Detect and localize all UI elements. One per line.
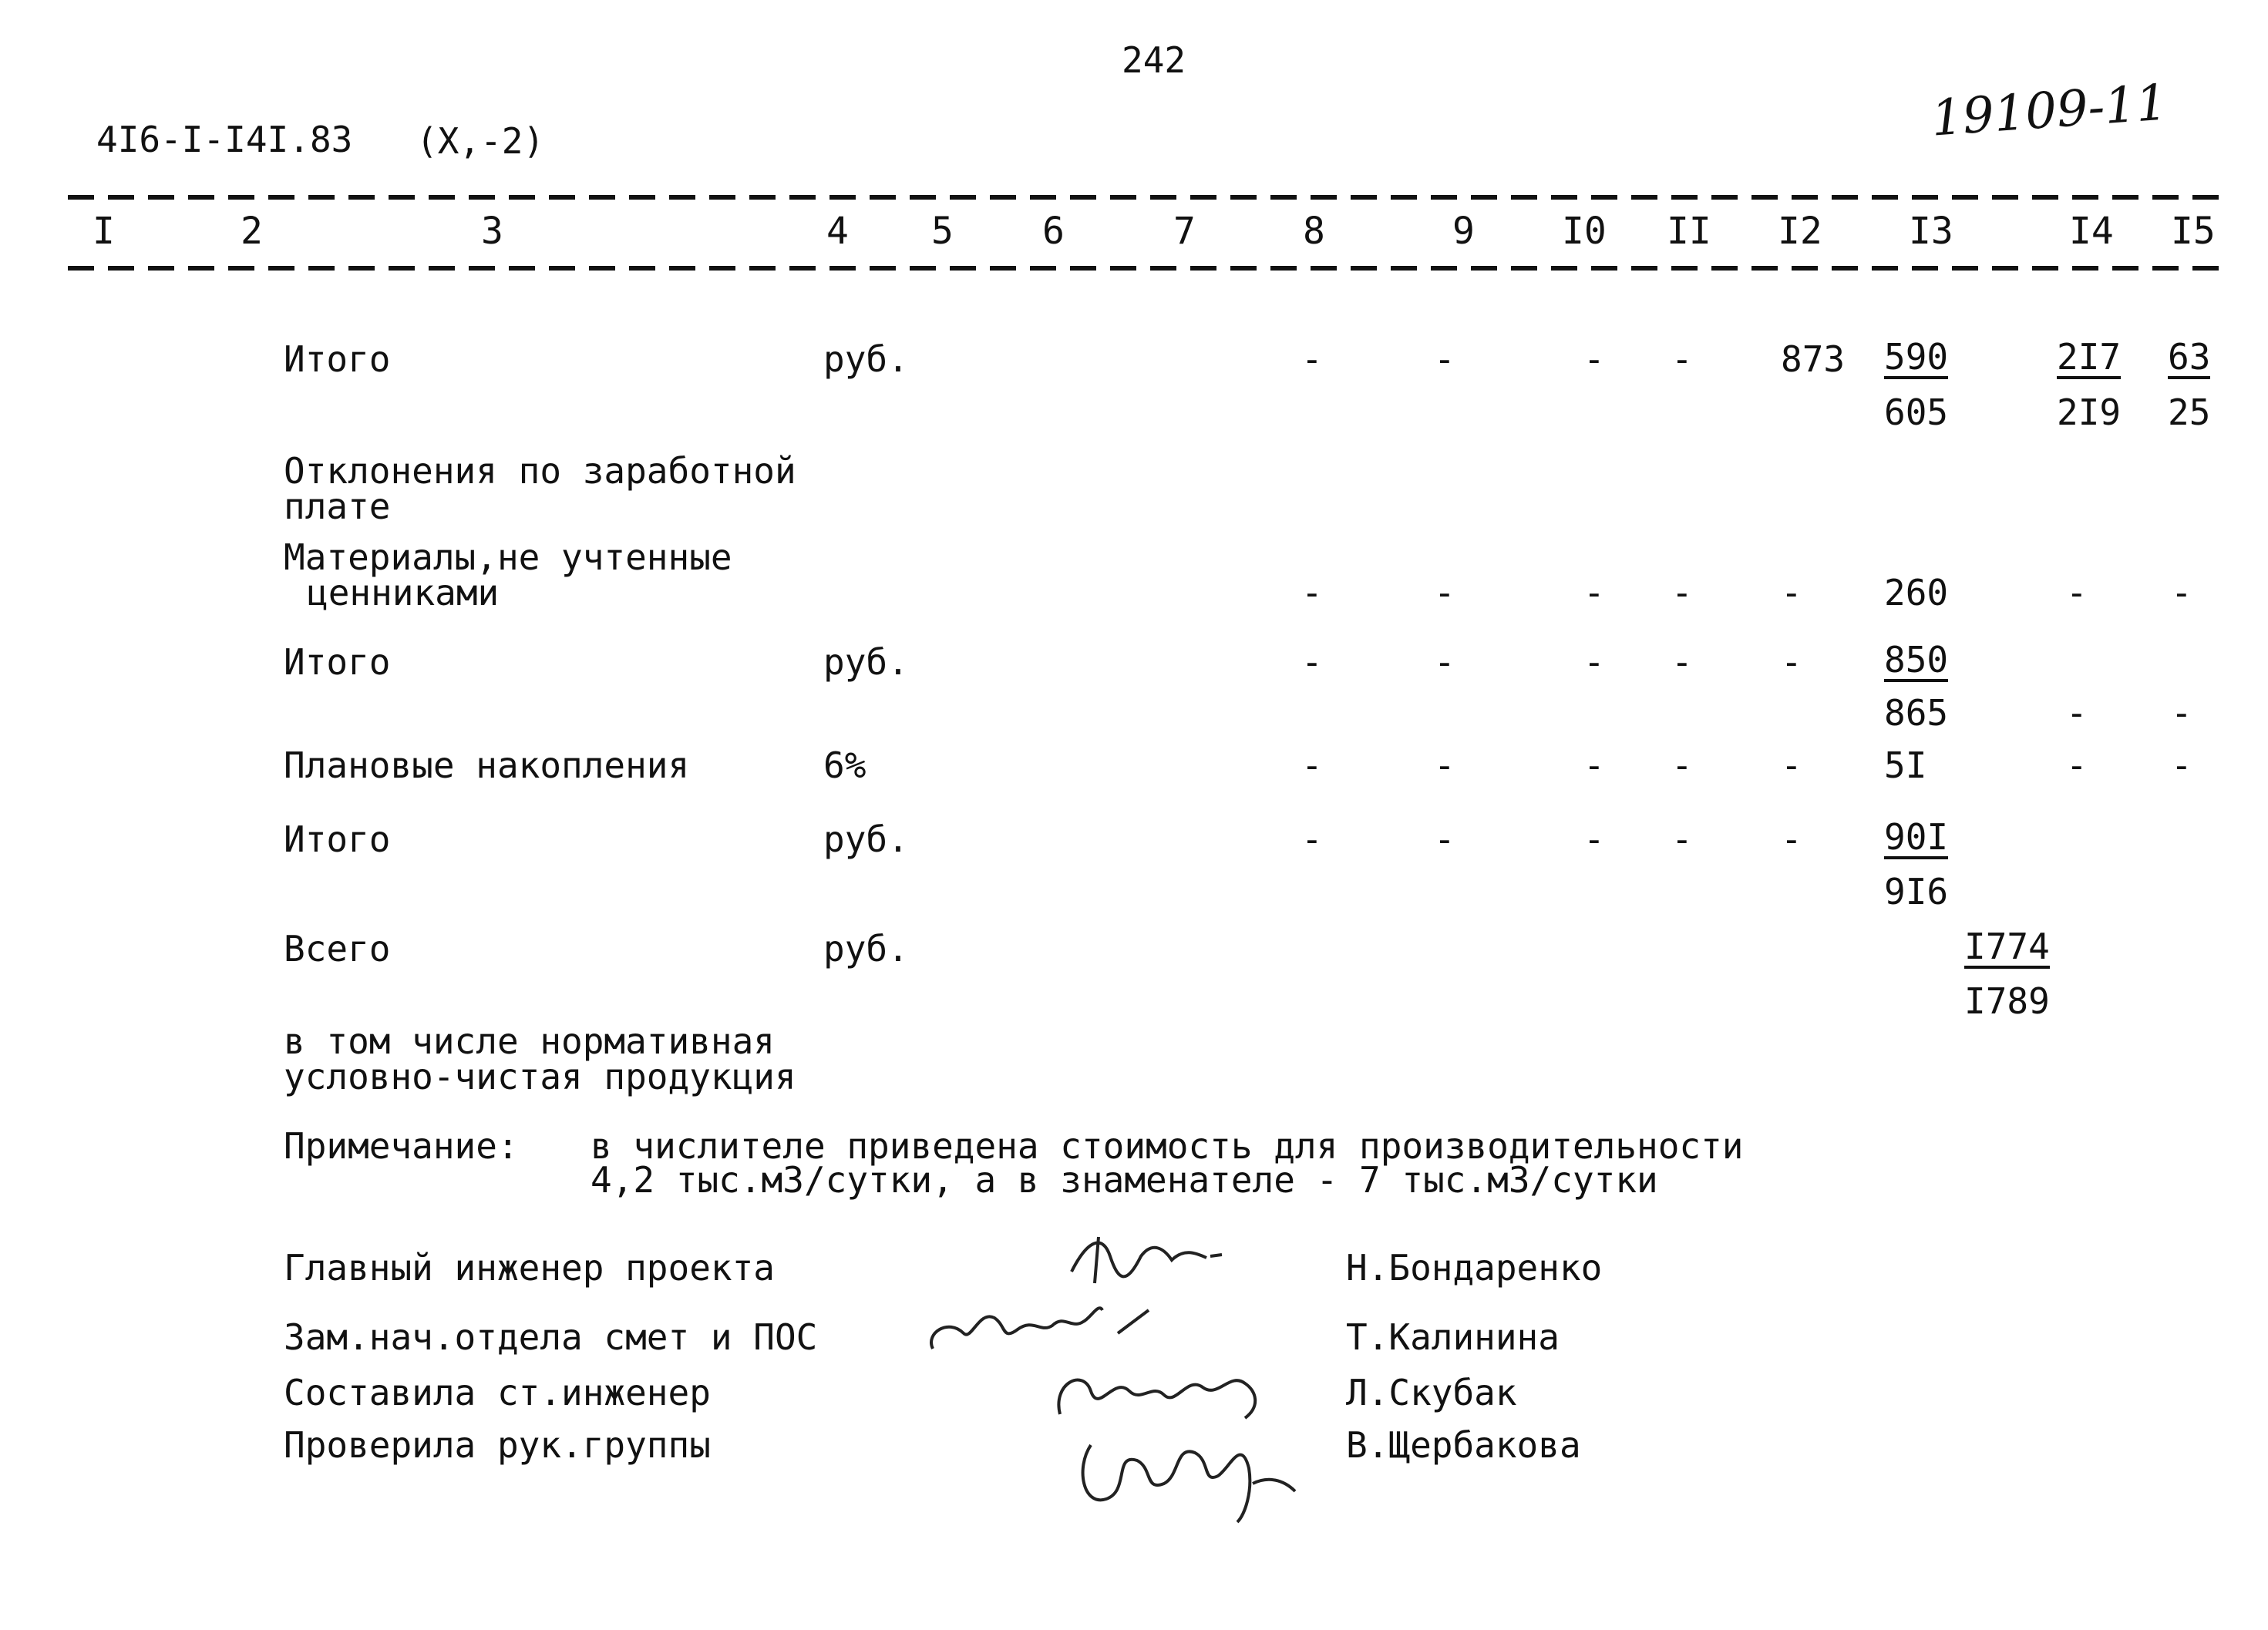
row-label: Отклонения по заработной — [284, 450, 796, 492]
column-number: I — [93, 210, 115, 253]
cell-col12: - — [1781, 641, 1802, 683]
cell-col10: - — [1583, 818, 1605, 860]
cell-col15-denominator: 25 — [2168, 392, 2211, 433]
signatory-role: Зам.нач.отдела смет и ПОС — [284, 1316, 818, 1358]
column-number: I0 — [1562, 210, 1607, 253]
column-number: 4 — [826, 210, 849, 253]
cell-col12: 873 — [1781, 338, 1846, 380]
unit: руб. — [823, 818, 909, 860]
cell-col12: - — [1781, 818, 1802, 860]
cell-col14: - — [2066, 692, 2088, 734]
cell-col13: 5I — [1884, 744, 1927, 786]
cell-col11: - — [1671, 572, 1693, 613]
column-number: I3 — [1909, 210, 1953, 253]
cell-col11: - — [1671, 744, 1693, 786]
row-label: Итого — [284, 641, 391, 683]
note-line-1: в числителе приведена стоимость для производительности — [591, 1125, 1744, 1167]
row-label: плате — [284, 486, 391, 527]
cell-col9: - — [1434, 338, 1455, 380]
column-number: I2 — [1778, 210, 1822, 253]
cell-col11: - — [1671, 818, 1693, 860]
unit: руб. — [823, 338, 909, 380]
cell-col9: - — [1434, 641, 1455, 683]
cell-col14-denominator: 2I9 — [2057, 392, 2122, 433]
cell-col11: - — [1671, 641, 1693, 683]
signatory-name: В.Щербакова — [1346, 1424, 1581, 1466]
unit: руб. — [823, 641, 909, 683]
cell-col8: - — [1301, 338, 1323, 380]
handwritten-signature — [1056, 1225, 1241, 1295]
signatory-role: Составила ст.инженер — [284, 1372, 711, 1413]
cell-col9: - — [1434, 744, 1455, 786]
cell-col8: - — [1301, 818, 1323, 860]
column-number: 5 — [931, 210, 954, 253]
row-label: ценниками — [307, 572, 500, 613]
row-label: Итого — [284, 338, 391, 380]
row-label: в том числе нормативная — [284, 1020, 775, 1062]
document-code: 4I6-I-I4I.83 — [96, 119, 353, 160]
cell-col9: - — [1434, 818, 1455, 860]
cell-col15: - — [2171, 572, 2192, 613]
handwritten-signature — [1060, 1422, 1307, 1530]
signatory-name: Л.Скубак — [1346, 1372, 1517, 1413]
row-label: Всего — [284, 928, 391, 970]
cell-col8: - — [1301, 744, 1323, 786]
document-suffix: (X,-2) — [416, 120, 545, 162]
cell-col10: - — [1583, 641, 1605, 683]
column-number: I4 — [2069, 210, 2114, 253]
cell-col15: - — [2171, 744, 2192, 786]
header-rule-bottom — [68, 266, 2228, 271]
cell-col10: - — [1583, 572, 1605, 613]
cell-col15-numerator: 63 — [2168, 336, 2211, 378]
cell-col14-numerator: 2I7 — [2057, 336, 2122, 378]
column-number: 9 — [1452, 210, 1475, 253]
signatory-role: Главный инженер проекта — [284, 1247, 775, 1289]
stamp-number: 19109-11 — [1929, 74, 2169, 148]
signatory-role: Проверила рук.группы — [284, 1424, 711, 1466]
cell-col13-numerator: 590 — [1884, 336, 1949, 378]
cell-col14: - — [2066, 744, 2088, 786]
row-label: Итого — [284, 818, 391, 860]
unit: 6% — [823, 744, 866, 786]
row-label: Материалы,не учтенные — [284, 536, 732, 578]
cell-col12: - — [1781, 744, 1802, 786]
cell-col13-denominator: 605 — [1884, 392, 1949, 433]
unit: руб. — [823, 928, 909, 970]
column-number: I5 — [2171, 210, 2216, 253]
page-number: 242 — [1122, 39, 1186, 81]
column-number: 2 — [241, 210, 263, 253]
cell-col13-denominator: 9I6 — [1884, 871, 1949, 912]
cell-col10: - — [1583, 338, 1605, 380]
cell-col8: - — [1301, 572, 1323, 613]
column-number: 6 — [1042, 210, 1065, 253]
cell-col13-numerator: 850 — [1884, 639, 1949, 681]
column-number: 8 — [1303, 210, 1325, 253]
cell-col14: - — [2066, 572, 2088, 613]
note-line-2: 4,2 тыс.м3/сутки, а в знаменателе - 7 тыс.м3/сутки — [591, 1159, 1658, 1201]
signatory-name: Т.Калинина — [1346, 1316, 1560, 1358]
cell-col12: - — [1781, 572, 1802, 613]
column-number: 3 — [481, 210, 503, 253]
cell-col15: - — [2171, 692, 2192, 734]
row-label: Плановые накопления — [284, 744, 690, 786]
column-number: II — [1667, 210, 1711, 253]
cell-col13-numerator: 90I — [1884, 816, 1949, 858]
cell-col9: - — [1434, 572, 1455, 613]
cell-col13: 260 — [1884, 572, 1949, 613]
cell-col8: - — [1301, 641, 1323, 683]
total-denominator: I789 — [1964, 980, 2050, 1022]
row-label: условно-чистая продукция — [284, 1056, 796, 1097]
cell-col10: - — [1583, 744, 1605, 786]
cell-col11: - — [1671, 338, 1693, 380]
column-number: 7 — [1173, 210, 1196, 253]
total-numerator: I774 — [1964, 926, 2050, 967]
header-rule-top — [68, 195, 2228, 200]
cell-col13-denominator: 865 — [1884, 692, 1949, 734]
signatory-name: Н.Бондаренко — [1346, 1247, 1603, 1289]
note-label: Примечание: — [284, 1125, 519, 1167]
